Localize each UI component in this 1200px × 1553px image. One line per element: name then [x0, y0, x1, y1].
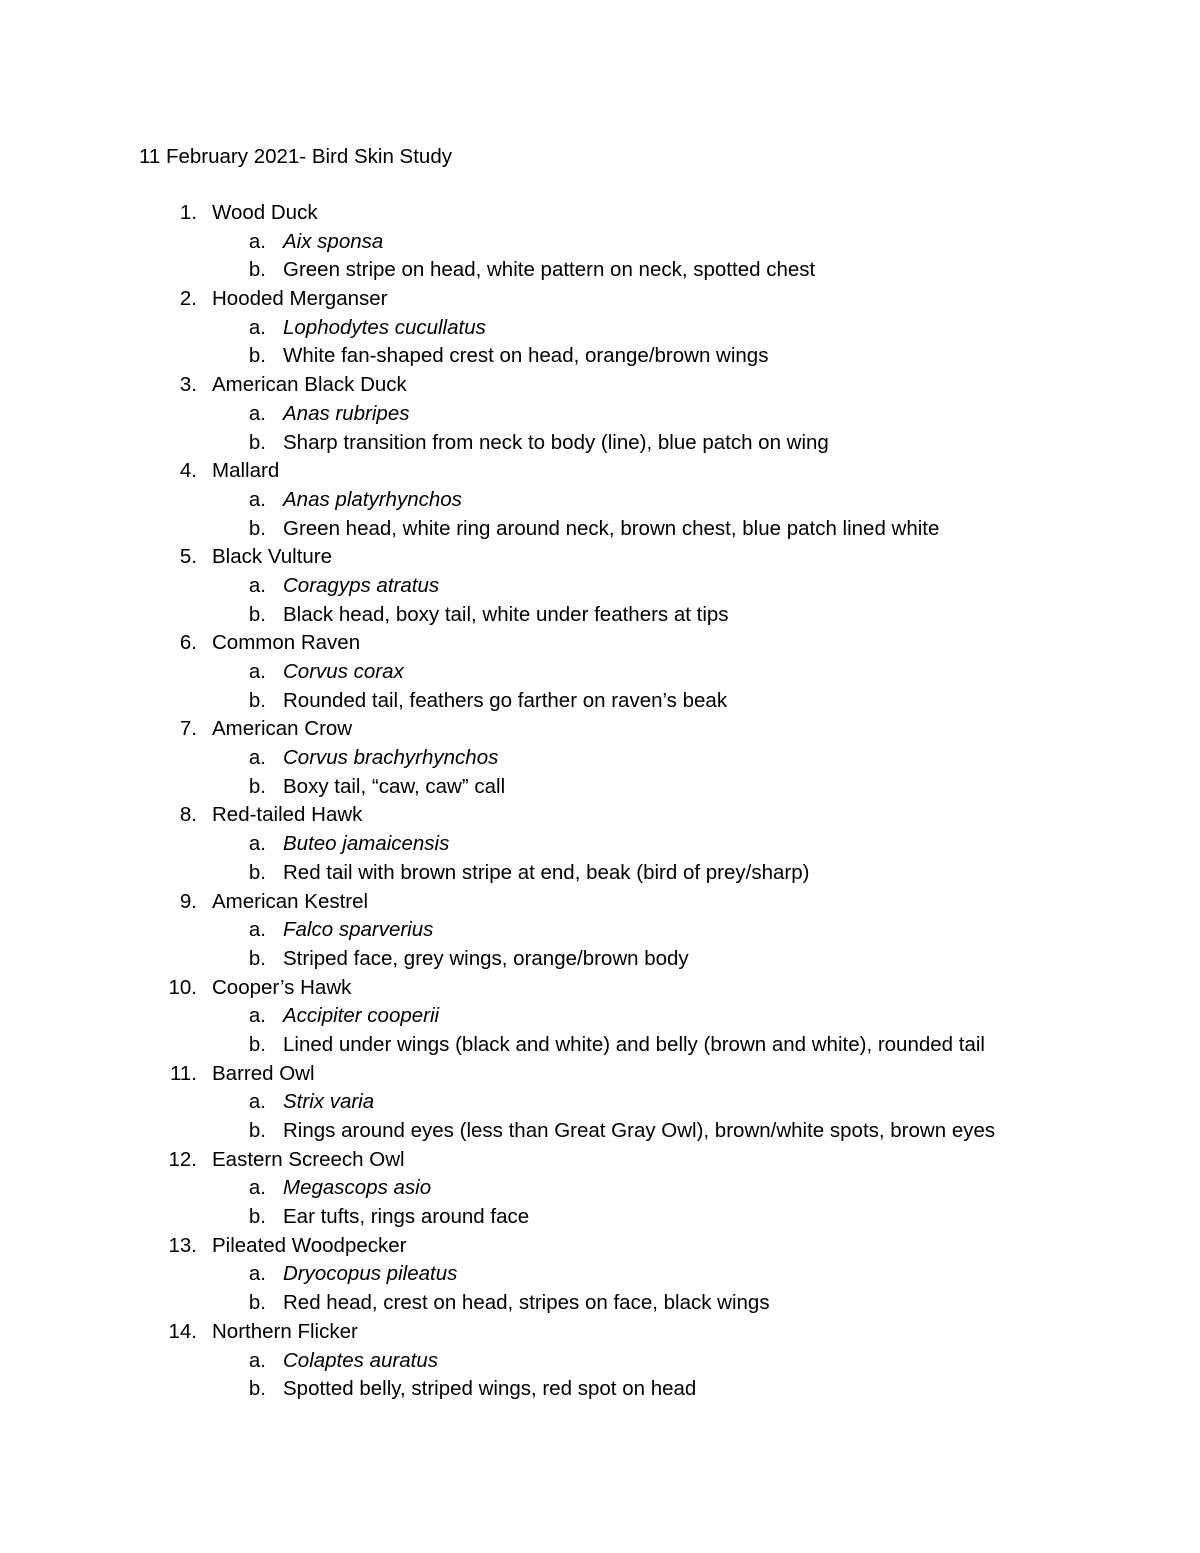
bird-name-line — [0, 629, 1200, 658]
bird-scientific-name: Dryocopus pileatus — [283, 1262, 458, 1286]
bird-common-name: American Black Duck — [212, 373, 407, 397]
bird-common-name: Red-tailed Hawk — [212, 803, 363, 827]
bird-common-name: Eastern Screech Owl — [212, 1147, 405, 1171]
bird-number: 14. — [168, 1319, 197, 1343]
bird-notes-line — [0, 1289, 1200, 1318]
bird-name-line — [0, 715, 1200, 744]
bird-notes-line — [0, 429, 1200, 458]
notes-label: b. — [248, 1291, 266, 1315]
bird-notes: Boxy tail, “caw, caw” call — [283, 774, 506, 798]
bird-number: 3. — [179, 373, 197, 397]
bird-name-line — [0, 974, 1200, 1003]
bird-entry — [0, 1318, 1200, 1404]
bird-notes: Black head, boxy tail, white under feathers at tips — [283, 602, 729, 626]
bird-common-name: Northern Flicker — [212, 1319, 358, 1343]
scientific-label: a. — [248, 487, 266, 511]
bird-name-line — [0, 801, 1200, 830]
bird-name-line — [0, 457, 1200, 486]
bird-entry — [0, 629, 1200, 715]
bird-common-name: Common Raven — [212, 631, 361, 655]
bird-scientific-name: Strix varia — [283, 1090, 375, 1114]
bird-notes: Red head, crest on head, stripes on face, black wings — [283, 1291, 770, 1315]
bird-scientific-name: Accipiter cooperii — [283, 1004, 440, 1028]
bird-scientific-line — [0, 830, 1200, 859]
bird-name-line — [0, 199, 1200, 228]
scientific-label: a. — [248, 660, 266, 683]
bird-notes-line — [0, 342, 1200, 371]
bird-name-line — [0, 1318, 1200, 1347]
bird-number: 8. — [179, 803, 197, 827]
bird-notes: Green stripe on head, white pattern on neck, spotted chest — [283, 258, 816, 282]
scientific-label: a. — [248, 401, 266, 425]
bird-name-line — [0, 371, 1200, 400]
bird-common-name: Wood Duck — [212, 201, 318, 224]
bird-number: 5. — [179, 545, 197, 569]
bird-notes-line — [0, 945, 1200, 974]
document-title: 11 February 2021- Bird Skin Study — [139, 145, 452, 168]
scientific-label: a. — [248, 918, 266, 942]
bird-notes-line — [0, 515, 1200, 544]
bird-notes: Sharp transition from neck to body (line), blue patch on wing — [283, 430, 829, 454]
bird-number: 10. — [168, 975, 197, 999]
bird-scientific-line — [0, 572, 1200, 601]
bird-scientific-line — [0, 228, 1200, 257]
notes-label: b. — [248, 344, 266, 368]
bird-notes: Rounded tail, feathers go farther on raven’s beak — [283, 688, 728, 712]
bird-scientific-name: Corvus corax — [283, 660, 404, 683]
bird-common-name: Pileated Woodpecker — [212, 1233, 407, 1257]
scientific-label: a. — [248, 1348, 266, 1372]
notes-label: b. — [248, 1205, 266, 1229]
bird-scientific-name: Corvus brachyrhynchos — [283, 746, 499, 770]
bird-entry — [0, 1146, 1200, 1232]
bird-notes-line — [0, 687, 1200, 716]
bird-scientific-line — [0, 916, 1200, 945]
bird-common-name: Cooper’s Hawk — [212, 975, 352, 999]
scientific-label: a. — [248, 229, 266, 253]
bird-entry — [0, 199, 1200, 285]
notes-label: b. — [248, 258, 266, 282]
notes-label: b. — [248, 688, 266, 712]
bird-notes-line — [0, 773, 1200, 802]
bird-name-line — [0, 888, 1200, 917]
scientific-label: a. — [248, 832, 266, 856]
scientific-label: a. — [248, 1262, 266, 1286]
bird-notes: Rings around eyes (less than Great Gray Owl), brown/white spots, brown eyes — [283, 1119, 996, 1142]
bird-notes-line — [0, 859, 1200, 888]
bird-scientific-line — [0, 1260, 1200, 1289]
bird-entry — [0, 1060, 1200, 1146]
bird-number: 13. — [168, 1233, 197, 1257]
scientific-label: a. — [248, 315, 266, 339]
bird-notes: Red tail with brown stripe at end, beak (bird of prey/sharp) — [283, 860, 810, 884]
notes-label: b. — [248, 602, 266, 626]
bird-number: 6. — [179, 631, 197, 655]
bird-notes-line — [0, 601, 1200, 630]
bird-common-name: American Kestrel — [212, 889, 369, 913]
bird-scientific-name: Anas platyrhynchos — [283, 487, 462, 511]
bird-notes: Ear tufts, rings around face — [283, 1205, 530, 1229]
bird-notes: Spotted belly, striped wings, red spot on head — [283, 1377, 697, 1401]
bird-number: 4. — [179, 459, 197, 483]
bird-scientific-name: Coragyps atratus — [283, 573, 440, 597]
scientific-label: a. — [248, 1004, 266, 1028]
scientific-label: a. — [248, 1090, 266, 1114]
bird-notes-line — [0, 1117, 1200, 1146]
bird-scientific-line — [0, 400, 1200, 429]
bird-entry — [0, 974, 1200, 1060]
bird-entry — [0, 888, 1200, 974]
bird-notes-line — [0, 256, 1200, 285]
bird-scientific-name: Colaptes auratus — [283, 1348, 438, 1372]
bird-name-line — [0, 543, 1200, 572]
bird-scientific-name: Megascops asio — [283, 1176, 432, 1200]
bird-notes-line — [0, 1203, 1200, 1232]
bird-number: 12. — [168, 1147, 197, 1171]
bird-number: 11. — [170, 1061, 197, 1085]
bird-entry — [0, 1232, 1200, 1318]
bird-notes: White fan-shaped crest on head, orange/brown wings — [283, 344, 769, 368]
bird-scientific-name: Buteo jamaicensis — [283, 832, 450, 856]
bird-name-line — [0, 1146, 1200, 1175]
bird-entry — [0, 371, 1200, 457]
bird-number: 2. — [179, 287, 197, 311]
notes-label: b. — [248, 430, 266, 454]
bird-scientific-line — [0, 1347, 1200, 1376]
bird-scientific-name: Anas rubripes — [283, 401, 410, 425]
bird-entry — [0, 285, 1200, 371]
notes-label: b. — [248, 1032, 266, 1056]
bird-common-name: Hooded Merganser — [212, 287, 388, 311]
notes-label: b. — [248, 1119, 266, 1142]
bird-common-name: Black Vulture — [212, 545, 333, 569]
bird-scientific-line — [0, 1002, 1200, 1031]
scientific-label: a. — [248, 746, 266, 770]
notes-label: b. — [248, 774, 266, 798]
bird-notes: Striped face, grey wings, orange/brown body — [283, 946, 689, 970]
bird-name-line — [0, 1060, 1200, 1089]
notes-label: b. — [248, 1377, 266, 1401]
bird-common-name: American Crow — [212, 717, 353, 741]
bird-entry — [0, 715, 1200, 801]
bird-notes: Green head, white ring around neck, brown chest, blue patch lined white — [283, 516, 940, 540]
bird-notes-line — [0, 1375, 1200, 1404]
bird-notes: Lined under wings (black and white) and belly (brown and white), rounded tail — [283, 1032, 985, 1056]
bird-scientific-name: Falco sparverius — [283, 918, 434, 942]
bird-notes-line — [0, 1031, 1200, 1060]
bird-scientific-name: Aix sponsa — [283, 229, 384, 253]
notes-label: b. — [248, 946, 266, 970]
bird-scientific-line — [0, 314, 1200, 343]
bird-entry — [0, 457, 1200, 543]
bird-scientific-line — [0, 1174, 1200, 1203]
bird-entry — [0, 801, 1200, 887]
scientific-label: a. — [248, 1176, 266, 1200]
notes-label: b. — [248, 860, 266, 884]
bird-list — [0, 199, 1200, 1404]
bird-number: 1. — [179, 201, 197, 224]
bird-name-line — [0, 285, 1200, 314]
bird-number: 7. — [179, 717, 197, 741]
bird-scientific-name: Lophodytes cucullatus — [283, 315, 486, 339]
bird-name-line — [0, 1232, 1200, 1261]
bird-scientific-line — [0, 486, 1200, 515]
notes-label: b. — [248, 516, 266, 540]
bird-scientific-line — [0, 1088, 1200, 1117]
scientific-label: a. — [248, 573, 266, 597]
bird-scientific-line — [0, 658, 1200, 687]
bird-number: 9. — [179, 889, 197, 913]
bird-scientific-line — [0, 744, 1200, 773]
bird-common-name: Mallard — [212, 459, 280, 483]
bird-common-name: Barred Owl — [212, 1061, 315, 1085]
bird-entry — [0, 543, 1200, 629]
